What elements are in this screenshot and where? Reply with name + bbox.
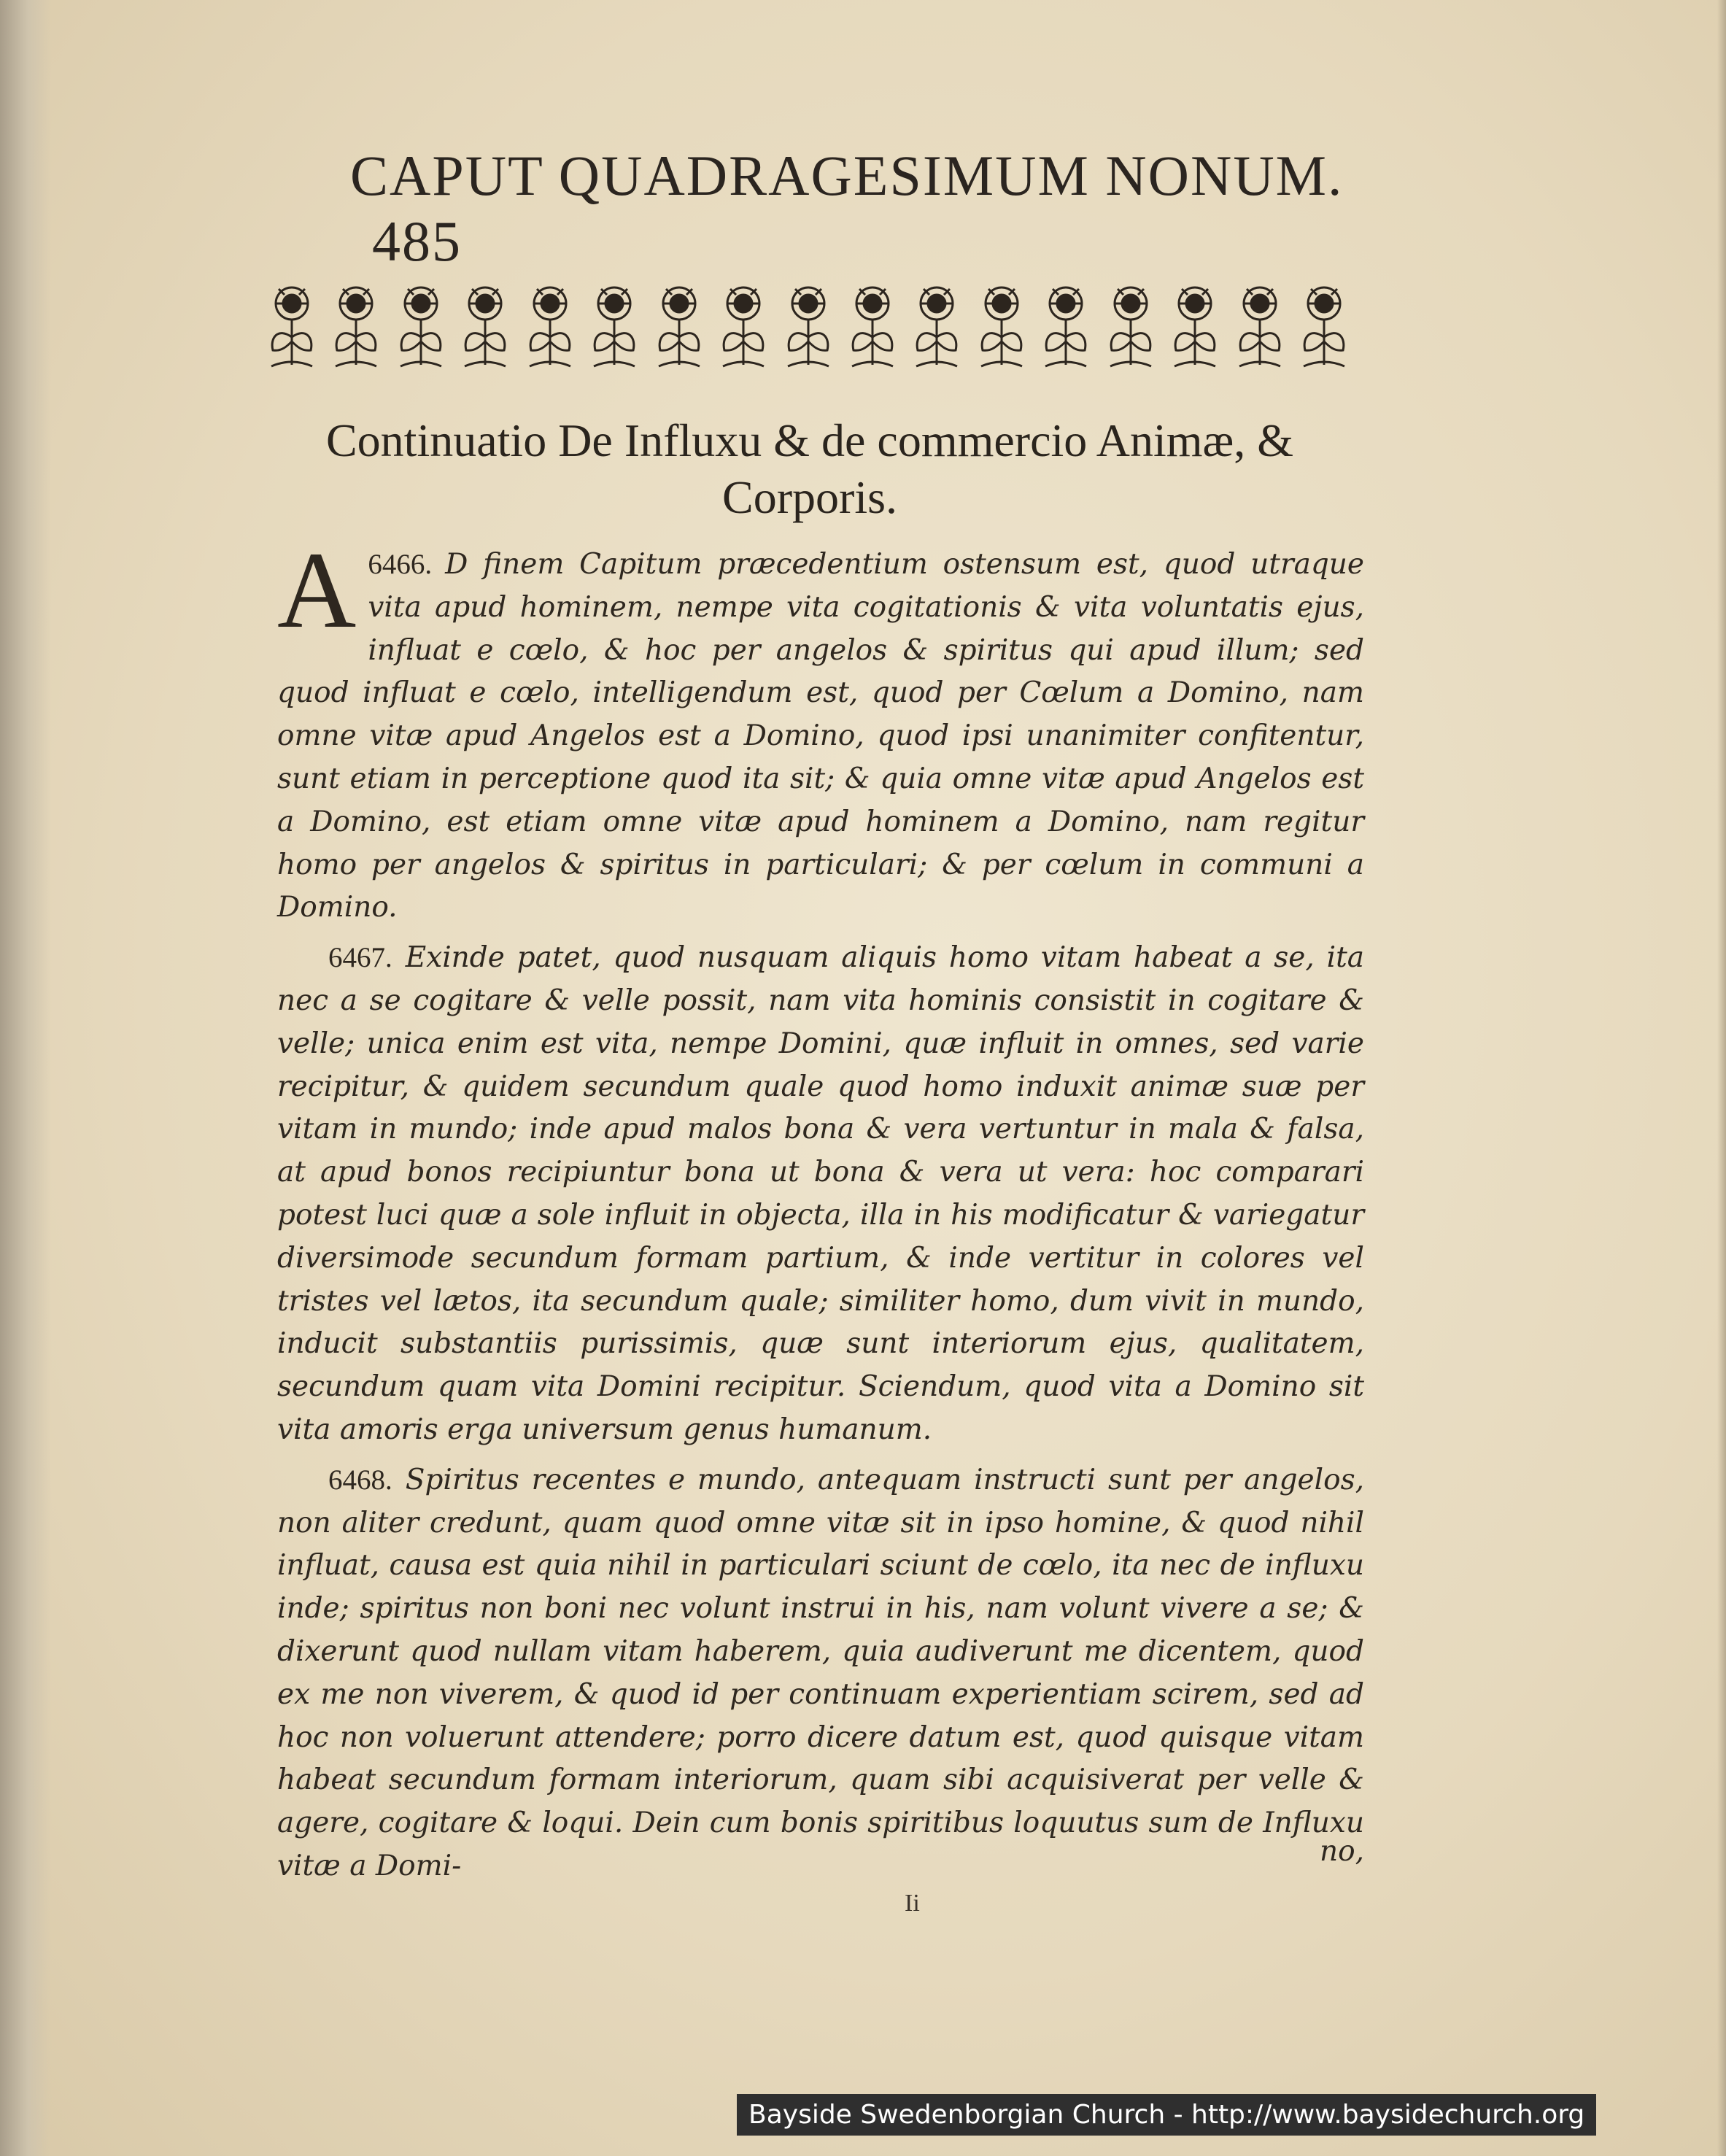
flower-ornament-icon — [972, 279, 1031, 375]
flower-ornament-icon — [263, 279, 321, 375]
catchword: no, — [1320, 1835, 1364, 1868]
paragraph-6466 — [277, 530, 1364, 930]
paragraph-text: Spiritus recentes e mundo, antequam instructi sunt per angelos, non aliter credunt, quam quod omne vitæ sit in ipso homine, & quod nihil influat, causa est quia nihil in particulari sciunt de cœlo, ita nec de influxu inde; spiritus non boni nec volunt instrui in his, nam volunt vivere a se; & dixerunt quod nullam vitam haberem, quia audiverunt me dicentem, quod ex me non viverem, & quod id per continuam experientiam scirem, sed ad hoc non voluerunt attendere; porro dicere datum est, quod quisque vitam habeat secundum formam interiorum, quam sibi acquisiverat per velle & agere, cogitare & loqui. Dein cum bonis spiritibus loquutus sum de Influxu vitæ a Domi- — [277, 1463, 1364, 1882]
flower-ornament-icon — [1231, 279, 1289, 375]
flower-ornament-icon — [1295, 279, 1353, 375]
signature-mark: Ii — [905, 1890, 920, 1917]
flower-ornament-icon — [521, 279, 579, 375]
flower-ornament-icon — [779, 279, 837, 375]
ornamental-band — [263, 274, 1353, 379]
flower-ornament-icon — [907, 279, 966, 375]
watermark-banner: Bayside Swedenborgian Church - http://www.baysidechurch.org — [737, 2094, 1596, 2136]
running-title: CAPUT QUADRAGESIMUM NONUM. — [350, 144, 1344, 207]
paragraph-number: 6467. — [328, 942, 392, 974]
page-edge — [1717, 0, 1726, 2156]
chapter-title: Continuatio De Influxu & de commercio Animæ, & Corporis. — [325, 414, 1294, 523]
flower-ornament-icon — [585, 279, 643, 375]
flower-ornament-icon — [650, 279, 708, 375]
paragraph-text: Exinde patet, quod nusquam aliquis homo vitam habeat a se, ita nec a se cogitare & velle possit, nam vita hominis consistit in cogitare & velle; unica enim est vita, nempe Domini, quæ influit in omnes, sed varie recipitur, & quidem secundum quale quod homo induxit animæ suæ per vitam in mundo; inde apud malos bona & vera vertuntur in mala & falsa, at apud bonos recipiuntur bona ut bona & vera ut vera: hoc comparari potest luci quæ a sole influit in objecta, illa in his modificatur & variegatur diversimode secundum formam partium, & inde vertitur in colores vel tristes vel lætos, ita secundum quale; similiter homo, dum vivit in mundo, inducit substantiis purissimis, quæ sunt interiorum ejus, qualitatem, secundum quam vita Domini recipitur. Sciendum, quod vita a Domino sit vita amoris erga universum genus humanum. — [277, 941, 1364, 1446]
running-head — [350, 143, 1371, 274]
flower-ornament-icon — [456, 279, 514, 375]
paragraph-number: 6468. — [328, 1464, 392, 1496]
flower-ornament-icon — [1102, 279, 1160, 375]
flower-ornament-icon — [1166, 279, 1224, 375]
flower-ornament-icon — [1037, 279, 1095, 375]
flower-ornament-icon — [843, 279, 902, 375]
page-number: 485 — [372, 209, 462, 273]
flower-ornament-icon — [327, 279, 385, 375]
drop-cap-initial: A — [277, 530, 357, 651]
paragraph-6467 — [277, 937, 1364, 1452]
flower-ornament-icon — [714, 279, 773, 375]
paragraph-6468 — [277, 1459, 1364, 1888]
binding-gutter — [0, 0, 51, 2156]
paragraph-text: D finem Capitum præcedentium ostensum est, quod utraque vita apud hominem, nempe vita cogitationis & vita voluntatis ejus, influat e cœlo, & hoc per angelos & spiritus qui apud illum; sed quod influat e cœlo, intelligendum est, quod per Cœlum a Domino, nam omne vitæ apud Angelos est a Domino, quod ipsi unanimiter confitentur, sunt etiam in perceptione quod ita sit; & quia omne vitæ apud Angelos est a Domino, est etiam omne vitæ apud hominem a Domino, nam regitur homo per angelos & spiritus in particulari; & per cœlum in communi a Domino. — [277, 548, 1364, 924]
paragraph-number: 6466. — [368, 549, 433, 580]
body-text — [277, 530, 1364, 1896]
flower-ornament-icon — [392, 279, 450, 375]
